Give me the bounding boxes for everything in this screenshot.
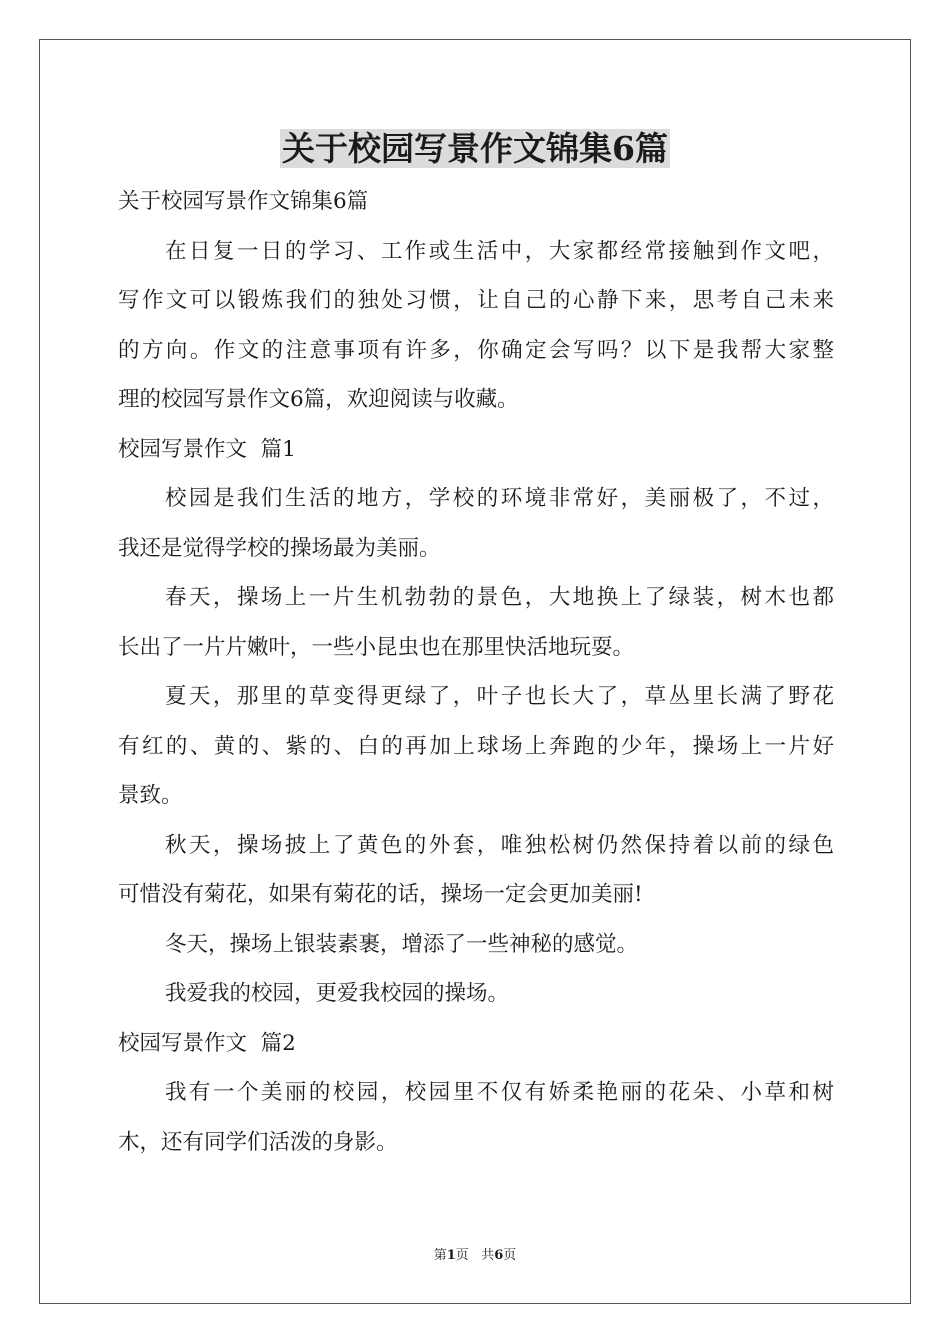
section-heading-1: 校园写景作文 篇1	[118, 436, 296, 462]
paragraph-line: 长出了一片片嫩叶，一些小昆虫也在那里快活地玩耍。	[118, 634, 635, 660]
paragraph-line: 理的校园写景作文6篇，欢迎阅读与收藏。	[118, 387, 519, 412]
paragraph-line: 有红的、黄的、紫的、白的再加上球场上奔跑的少年，操场上一片好	[118, 733, 834, 759]
paragraph-line: 我爱我的校园，更爱我校园的操场。	[165, 981, 510, 1006]
page-label-prefix: 第	[433, 1248, 447, 1263]
subtitle-line: 关于校园写景作文锦集6篇	[118, 189, 369, 214]
paragraph-line: 我有一个美丽的校园，校园里不仅有娇柔艳丽的花朵、小草和树	[165, 1080, 834, 1105]
paragraph-line: 夏天，那里的草变得更绿了，叶子也长大了，草丛里长满了野花	[165, 684, 834, 709]
paragraph-line: 景致。	[118, 783, 183, 808]
total-label-suffix: 页	[503, 1248, 517, 1263]
current-page-number: 1	[446, 1248, 456, 1263]
paragraph-line: 的方向。作文的注意事项有许多，你确定会写吗？以下是我帮大家整	[118, 337, 834, 363]
paragraph-line: 在日复一日的学习、工作或生活中，大家都经常接触到作文吧，	[165, 238, 834, 264]
total-label-prefix: 共	[481, 1248, 495, 1263]
paragraph-line: 秋天，操场披上了黄色的外套，唯独松树仍然保持着以前的绿色	[165, 832, 834, 858]
page-label-suffix: 页	[455, 1248, 469, 1263]
document-body	[118, 177, 834, 1167]
document-title	[0, 126, 950, 172]
page-footer	[0, 1247, 950, 1265]
paragraph-line: 木，还有同学们活泼的身影。	[118, 1129, 398, 1155]
section-heading-2: 校园写景作文 篇2	[118, 1030, 296, 1056]
paragraph-line: 写作文可以锻炼我们的独处习惯，让自己的心静下来，思考自己未来	[118, 288, 834, 313]
paragraph-line: 春天，操场上一片生机勃勃的景色，大地换上了绿装，树木也都	[165, 585, 834, 610]
paragraph-line: 校园是我们生活的地方，学校的环境非常好，美丽极了，不过，	[165, 486, 834, 511]
paragraph-line: 可惜没有菊花，如果有菊花的话，操场一定会更加美丽!	[118, 882, 643, 907]
paragraph-line: 冬天，操场上银装素裹，增添了一些神秘的感觉。	[165, 931, 639, 957]
total-pages-number: 6	[494, 1248, 504, 1263]
document-title-text: 关于校园写景作文锦集6篇	[282, 129, 668, 168]
paragraph-line: 我还是觉得学校的操场最为美丽。	[118, 535, 441, 561]
